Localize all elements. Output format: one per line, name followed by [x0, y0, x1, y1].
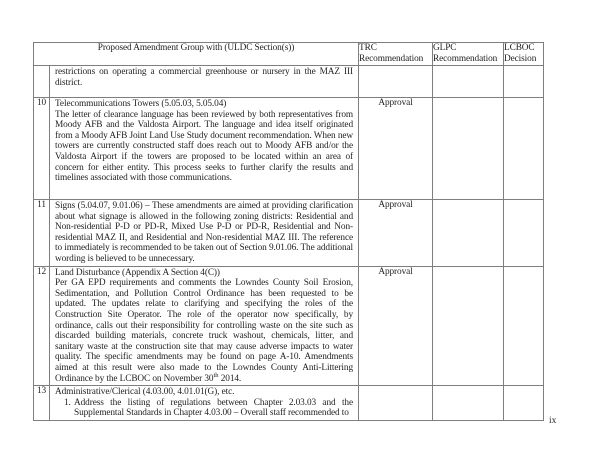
amendment-cell — [50, 266, 359, 386]
row-number: 11 — [34, 200, 50, 267]
col-header-lcboc-line1: LCBOC — [504, 43, 535, 53]
header-row — [34, 43, 544, 66]
amendment-table — [33, 42, 544, 421]
trc-recommendation-cell — [359, 386, 433, 421]
amendment-body: Signs (5.04.07, 9.01.06) – These amendments are aimed at providing clarification about what signage is allowed in the following zoning districts: Residential and Non-residential P-D or PD-R, Mixed Use P-D or PD-R, Residential and Non-residential MAZ II, and Residential and Non-residential MAZ III. The reference to immediately is recommended to be taken out of Section 9.01.06. The additional wording is believed to be unnecessary. — [55, 201, 354, 264]
list-item-text: Address the listing of regulations between Chapter 2.03.03 and the Supplemental Standards in Chapter 4.03.00 – Overall staff recommended to — [74, 397, 354, 419]
col-header-trc — [359, 43, 433, 66]
lcboc-decision-cell — [504, 386, 544, 421]
col-header-amendment-group: Proposed Amendment Group with (ULDC Section(s)) — [34, 43, 359, 66]
glpc-recommendation-cell — [433, 66, 504, 98]
amendment-title: Land Disturbance (Appendix A Section 4(C)) — [55, 267, 220, 278]
amendment-title: Administrative/Clerical (4.03.00, 4.01.01(G), etc. — [55, 387, 235, 398]
list-item-number: 1. — [64, 397, 71, 408]
table-row-11 — [34, 200, 544, 267]
table-row-10 — [34, 98, 544, 200]
amendment-body: The letter of clearance language has been reviewed by both representatives from Moody AFB and the Valdosta Airport. The language and idea itself originated from a Moody AFB Joint Land Use Study document recommendation. When new towers are currently constructed staff does reach out to Moody AFB and/or the Valdosta Airport if the towers are proposed to be located within an area of concern for either entity. This process seeks to further clarify the results and timelines associated with those communications. — [55, 109, 354, 184]
amendment-body-end: 2014. — [218, 373, 242, 384]
table-row-13 — [34, 386, 544, 421]
row-number: 12 — [34, 266, 50, 386]
col-header-trc-line2: Recommendation — [359, 53, 424, 64]
trc-recommendation-cell: Approval — [359, 266, 433, 386]
lcboc-decision-cell — [504, 98, 544, 200]
amendment-list-item — [64, 398, 353, 419]
ordinal-superscript: th — [213, 371, 219, 379]
trc-recommendation-cell — [359, 66, 433, 98]
amendment-cell — [50, 386, 359, 421]
amendment-body-text: Per GA EPD requirements and comments the Lowndes County Soil Erosion, Sedimentation, and Pollution Control Ordinance has been requested to be updated. The updates relate to clarifying and specifying the roles of the Construction Site Operator. The role of the operator now specifically, by ordinance, calls out their responsibility for controlling waste on the site such as discarded building materials, concrete truck washout, chemicals, litter, and sanitary waste at the construction site that may cause adverse impacts to water quality. The specific amendments may be found on page A-10. Amendments aimed at this result were also made to the Lowndes County Anti-Littering Ordinance by the LCBOC on November 30 — [55, 278, 354, 384]
glpc-recommendation-cell — [433, 266, 504, 386]
col-header-lcboc-line2: Decision — [504, 53, 537, 64]
col-header-glpc — [433, 43, 504, 66]
trc-recommendation-cell: Approval — [359, 98, 433, 200]
amendment-cell — [50, 66, 359, 98]
glpc-recommendation-cell — [433, 386, 504, 421]
col-header-glpc-line1: GLPC — [433, 43, 457, 53]
lcboc-decision-cell — [504, 266, 544, 386]
table-row-12 — [34, 266, 544, 386]
amendment-body — [55, 278, 353, 384]
col-header-trc-line1: TRC — [359, 43, 377, 53]
amendment-body: restrictions on operating a commercial greenhouse or nursery in the MAZ III district. — [55, 67, 354, 88]
trc-recommendation-cell: Approval — [359, 200, 433, 267]
col-header-glpc-line2: Recommendation — [433, 53, 498, 64]
lcboc-decision-cell — [504, 200, 544, 267]
col-header-lcboc — [504, 43, 544, 66]
row-number: 13 — [34, 386, 50, 421]
row-number — [34, 66, 50, 98]
amendment-cell — [50, 98, 359, 200]
page-number: ix — [549, 416, 557, 426]
lcboc-decision-cell — [504, 66, 544, 98]
glpc-recommendation-cell — [433, 200, 504, 267]
amendment-title: Telecommunications Towers (5.05.03, 5.05.04) — [55, 99, 227, 109]
amendment-cell — [50, 200, 359, 267]
table-row-continuation — [34, 66, 544, 98]
row-number: 10 — [34, 98, 50, 200]
glpc-recommendation-cell — [433, 98, 504, 200]
